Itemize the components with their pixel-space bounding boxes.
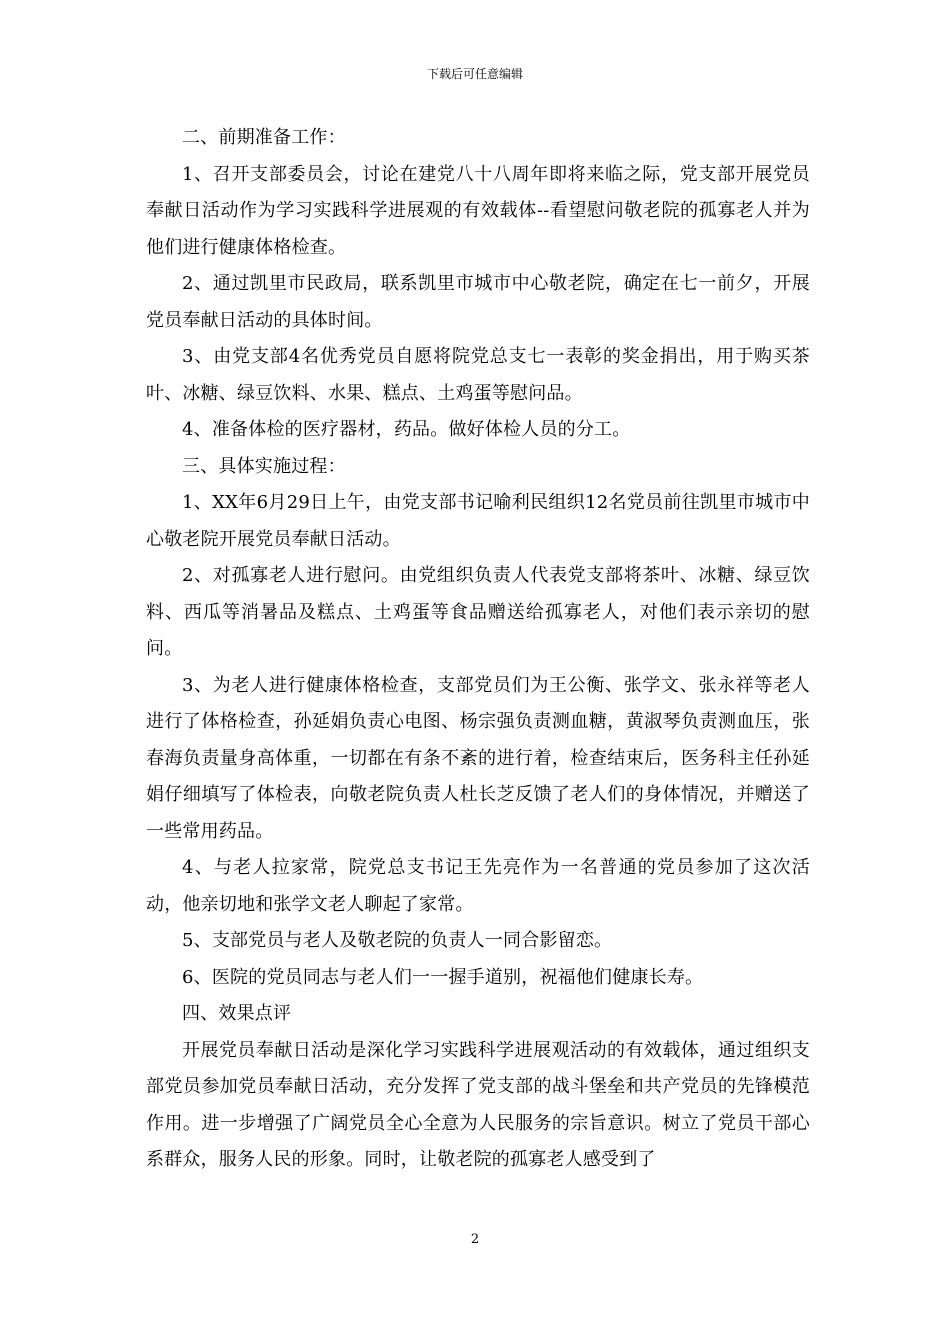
section-heading-preparation: 二、前期准备工作：	[182, 127, 346, 148]
paragraph-prep-4: 4、准备体检的医疗器材，药品。做好体检人员的分工。	[182, 419, 631, 440]
paragraph-impl-3: 3、为老人进行健康体格检查，支部党员们为王公衡、张学文、张永祥等老人进行了体格检查，孙延娟负责心电图、杨宗强负责测血糖，黄淑琴负责测血压，张春海负责量身高体重，一切都在有条不紊的进行着，检查结束后，医务科主任孙延娟仔细填写了体检表，向敬老院负责人杜长芝反馈了老人们的身体情况，并赠送了一些常用药品。	[146, 674, 810, 842]
paragraph-impl-2: 2、对孤寡老人进行慰问。由党组织负责人代表党支部将茶叶、冰糖、绿豆饮料、西瓜等消暑品及糕点、土鸡蛋等食品赠送给孤寡老人，对他们表示亲切的慰问。	[146, 565, 810, 659]
paragraph-prep-2: 2、通过凯里市民政局，联系凯里市城市中心敬老院，确定在七一前夕，开展党员奉献日活动的具体时间。	[146, 273, 810, 331]
paragraph-prep-1: 1、召开支部委员会，讨论在建党八十八周年即将来临之际，党支部开展党员奉献日活动作为学习实践科学进展观的有效载体--看望慰问敬老院的孤寡老人并为他们进行健康体格检查。	[146, 163, 810, 258]
page-header: 下载后可任意编辑	[426, 67, 523, 81]
paragraph-impl-1: 1、XX年6月29日上午，由党支部书记喻利民组织12名党员前往凯里市城市中心敬老院开展党员奉献日活动。	[146, 492, 810, 550]
paragraph-impl-5: 5、支部党员与老人及敬老院的负责人一同合影留恋。	[182, 930, 613, 951]
paragraph-impl-4: 4、与老人拉家常，院党总支书记王先亮作为一名普通的党员参加了这次活动，他亲切地和张学文老人聊起了家常。	[146, 857, 810, 915]
paragraph-impl-6: 6、医院的党员同志与老人们一一握手道别，祝福他们健康长寿。	[182, 966, 704, 988]
paragraph-evaluation: 开展党员奉献日活动是深化学习实践科学进展观活动的有效载体，通过组织支部党员参加党员奉献日活动，充分发挥了党支部的战斗堡垒和共产党员的先锋模范作用。进一步增强了广阔党员全心全意为人民服务的宗旨意识。树立了党员干部心系群众，服务人民的形象。同时，让敬老院的孤寡老人感受到了	[146, 1039, 810, 1170]
section-heading-evaluation: 四、效果点评	[182, 1003, 292, 1024]
section-heading-implementation: 三、具体实施过程：	[182, 455, 346, 477]
paragraph-prep-3: 3、由党支部4名优秀党员自愿将院党总支七一表彰的奖金捐出，用于购买茶叶、冰糖、绿豆饮料、水果、糕点、土鸡蛋等慰问品。	[146, 346, 810, 404]
document-body	[146, 120, 810, 1179]
page-number: 2	[470, 1232, 480, 1247]
